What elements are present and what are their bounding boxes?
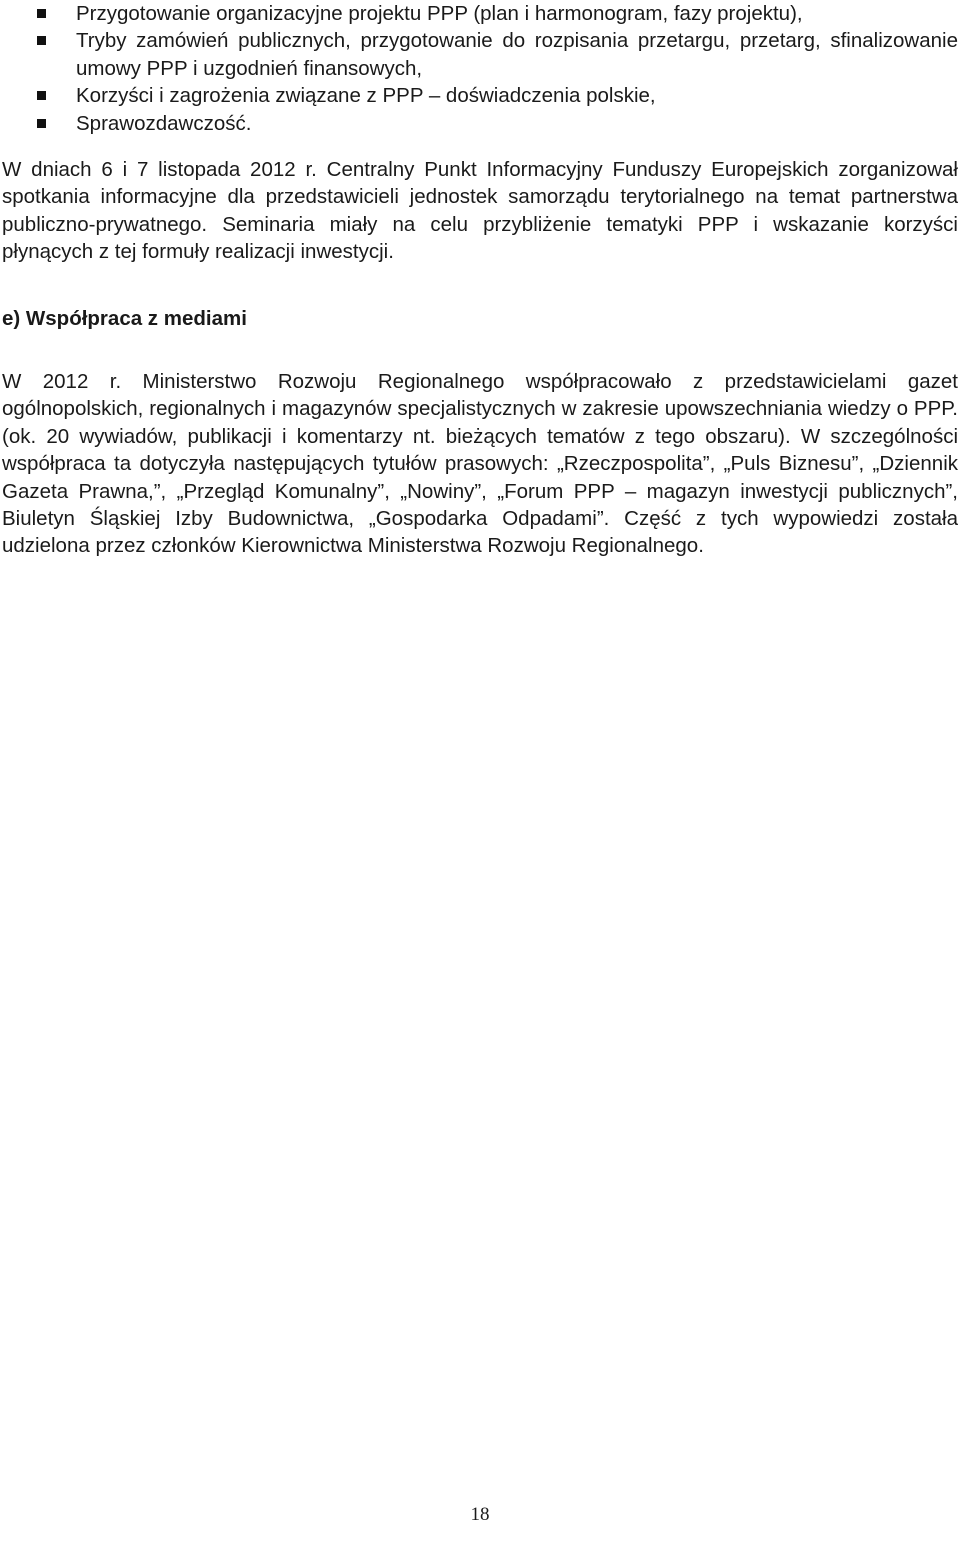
list-item xyxy=(0,0,958,27)
list-item xyxy=(0,27,958,82)
square-bullet-icon xyxy=(37,9,46,18)
square-bullet-icon xyxy=(37,36,46,45)
bullet-list xyxy=(0,0,958,137)
page-number: 18 xyxy=(470,1504,490,1525)
list-item-text: Sprawozdawczość. xyxy=(76,111,252,135)
list-item xyxy=(0,110,958,137)
list-item xyxy=(0,82,958,109)
seminar-paragraph: W dniach 6 i 7 listopada 2012 r. Centralny Punkt Informacyjny Funduszy Europejskich zorganizował spotkania informacyjne dla przedstawicieli jednostek samorządu terytorialnego na temat partnerstwa publiczno-prywatnego. Seminaria miały na celu przybliżenie tematyki PPP i wskazanie korzyści płynących z tej formuły realizacji inwestycji. xyxy=(2,158,958,264)
list-item-text: Korzyści i zagrożenia związane z PPP – doświadczenia polskie, xyxy=(76,84,656,108)
square-bullet-icon xyxy=(37,91,46,100)
list-item-text: Tryby zamówień publicznych, przygotowanie do rozpisania przetargu, przetarg, sfinalizowanie umowy PPP i uzgodnień finansowych, xyxy=(76,29,958,80)
media-cooperation-paragraph: W 2012 r. Ministerstwo Rozwoju Regionalnego współpracowało z przedstawicielami gazet ogólnopolskich, regionalnych i magazynów specjalistycznych w zakresie upowszechniania wiedzy o PPP. (ok. 20 wywiadów, publikacji i komentarzy nt. bieżących tematów z tego obszaru). W szczególności współpraca ta dotyczyła następujących tytułów prasowych: „Rzeczpospolita”, „Puls Biznesu”, „Dziennik Gazeta Prawna,”, „Przegląd Komunalny”, „Nowiny”, „Forum PPP – magazyn inwestycji publicznych”, Biuletyn Śląskiej Izby Budownictwa, „Gospodarka Odpadami”. Część z tych wypowiedzi została udzielona przez członków Kierownictwa Ministerstwa Rozwoju Regionalnego. xyxy=(2,370,958,558)
square-bullet-icon xyxy=(37,119,46,128)
section-heading: e) Współpraca z mediami xyxy=(2,307,247,330)
list-item-text: Przygotowanie organizacyjne projektu PPP (plan i harmonogram, fazy projektu), xyxy=(76,2,803,25)
